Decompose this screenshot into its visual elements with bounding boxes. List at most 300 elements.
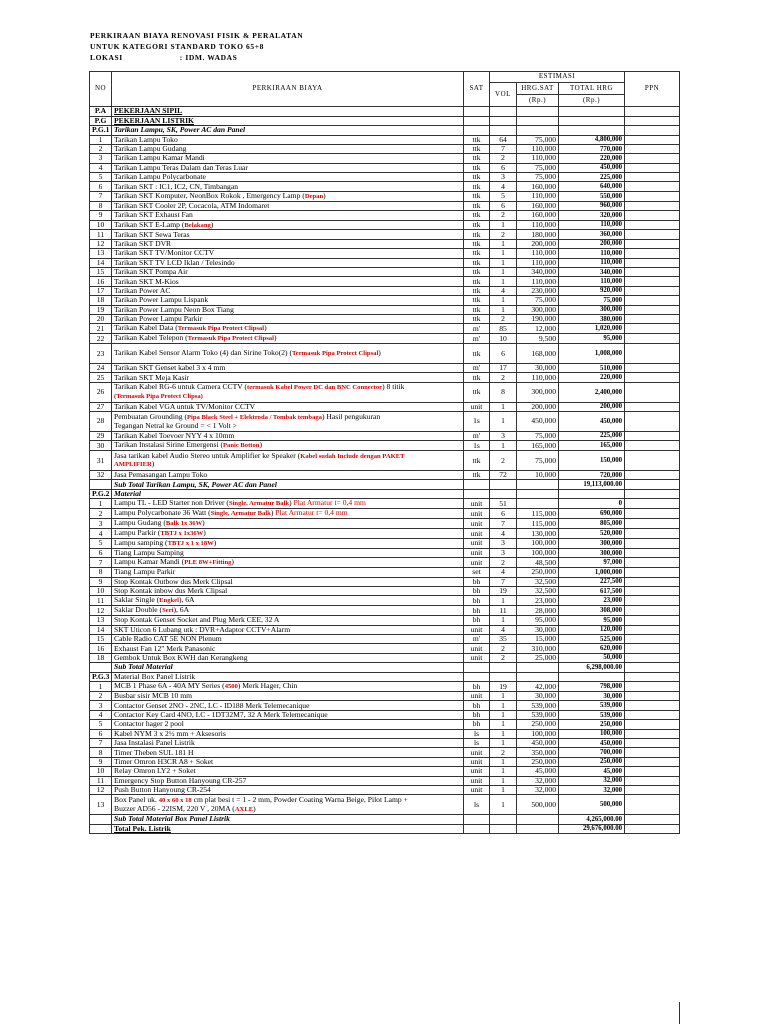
desc-note-red: Termasuk Pipa Protect Clipsal: [292, 350, 379, 358]
item-total: 0: [559, 499, 625, 509]
col-hrg-sat-unit: (Rp.): [517, 95, 559, 107]
desc-note-red: Termasuk Pipa Protect Clipsal: [177, 325, 265, 333]
item-no: 11: [90, 776, 112, 785]
desc-text: Tarikan SKT TV/Monitor CCTV: [114, 248, 215, 258]
item-unit: unit: [464, 653, 490, 662]
item-description: [112, 344, 464, 364]
item-total: 300,000: [559, 548, 625, 557]
item-no: 11: [90, 596, 112, 606]
desc-text: Tarikan Lampu Polycarbonate: [114, 172, 206, 182]
item-description: [112, 220, 464, 230]
item-no: 6: [90, 182, 112, 191]
item-unit-price: 75,000: [517, 163, 559, 172]
item-description: [112, 767, 464, 776]
item-ppn: [625, 268, 680, 277]
item-unit: 1s: [464, 411, 490, 431]
desc-text: Saklar Double (: [114, 605, 163, 615]
desc-note-red: Seri: [162, 607, 174, 615]
item-unit-price: 15,000: [517, 635, 559, 644]
item-unit-price: 110,000: [517, 258, 559, 267]
item-ppn: [625, 644, 680, 653]
item-unit: m': [464, 364, 490, 373]
desc-text: Stop Kontak Genset Socket and Plug Merk CEE, 32 A: [114, 615, 280, 625]
item-ppn: [625, 757, 680, 766]
desc-text-after: ): [203, 528, 206, 538]
item-description: [112, 334, 464, 344]
item-volume: 2: [490, 451, 517, 471]
table-row: [90, 720, 680, 729]
desc-note-red: Kabel sudah Include dengan PAKET: [300, 452, 405, 460]
item-description: [112, 739, 464, 748]
item-unit-price: 9,500: [517, 334, 559, 344]
item-ppn: [625, 548, 680, 557]
item-no: 22: [90, 334, 112, 344]
desc-text: Tarikan SKT Exhaust Fan: [114, 210, 193, 220]
desc-text: Lampu samping (: [114, 538, 168, 547]
item-unit: unit: [464, 767, 490, 776]
item-description: [112, 558, 464, 568]
desc-text: Tiang Lampu Samping: [114, 548, 184, 558]
doc-title-line2: UNTUK KATEGORI STANDARD TOKO 65+8: [90, 42, 264, 51]
desc-text-after: ): [264, 323, 267, 333]
item-description: [112, 324, 464, 334]
item-no: 32: [90, 470, 112, 479]
item-unit-price: 75,000: [517, 135, 559, 144]
col-no: NO: [90, 72, 112, 107]
col-sat: SAT: [464, 72, 490, 107]
item-unit: ttk: [464, 211, 490, 220]
item-description: [112, 653, 464, 662]
item-ppn: [625, 173, 680, 182]
item-unit-price: 500,000: [517, 795, 559, 815]
item-volume: 2: [490, 644, 517, 653]
item-ppn: [625, 499, 680, 509]
item-unit-price: 340,000: [517, 268, 559, 277]
item-unit-price: 180,000: [517, 230, 559, 239]
item-unit-price: 95,000: [517, 616, 559, 625]
item-total: 620,000: [559, 644, 625, 653]
item-ppn: [625, 538, 680, 548]
item-unit-price: 230,000: [517, 286, 559, 295]
item-no: 10: [90, 586, 112, 595]
item-no: 15: [90, 268, 112, 277]
item-ppn: [625, 258, 680, 267]
item-no: 4: [90, 163, 112, 172]
item-ppn: [625, 682, 680, 692]
table-row: [90, 182, 680, 191]
item-unit-price: 32,500: [517, 577, 559, 586]
desc-note-red: Single, Armatur Balk: [210, 510, 271, 518]
item-ppn: [625, 710, 680, 719]
table-row: [90, 191, 680, 201]
item-description: [112, 548, 464, 557]
item-unit-price: 110,000: [517, 220, 559, 230]
item-description: [112, 230, 464, 239]
item-unit-price: 100,000: [517, 538, 559, 548]
item-total: 45,000: [559, 767, 625, 776]
subtotal-row-pg3: [90, 815, 680, 825]
item-no: 3: [90, 519, 112, 529]
item-ppn: [625, 776, 680, 785]
col-total-hrg-unit: (Rp.): [559, 95, 625, 107]
item-unit-price: 310,000: [517, 644, 559, 653]
item-no: 23: [90, 344, 112, 364]
item-description: [112, 451, 464, 471]
item-volume: 2: [490, 211, 517, 220]
item-total: 32,000: [559, 786, 625, 795]
item-total: 805,000: [559, 519, 625, 529]
table-row: [90, 795, 680, 815]
item-ppn: [625, 616, 680, 625]
item-unit-price: 168,000: [517, 344, 559, 364]
item-description: [112, 382, 464, 402]
desc-text: Tarikan SKT Pompa Air: [114, 267, 188, 277]
item-unit-price: 250,000: [517, 720, 559, 729]
item-no: 7: [90, 739, 112, 748]
item-total: 450,000: [559, 739, 625, 748]
item-unit-price: 160,000: [517, 182, 559, 191]
item-ppn: [625, 163, 680, 172]
item-unit: ttk: [464, 135, 490, 144]
item-no: 18: [90, 296, 112, 305]
item-no: 2: [90, 692, 112, 701]
item-volume: 19: [490, 682, 517, 692]
item-no: 24: [90, 364, 112, 373]
item-unit-price: 75,000: [517, 451, 559, 471]
item-volume: 1: [490, 795, 517, 815]
item-unit: unit: [464, 757, 490, 766]
desc-note-red: TBTJ x 1 x 18W: [167, 539, 214, 547]
item-volume: 1: [490, 776, 517, 785]
item-no: 16: [90, 644, 112, 653]
item-no: 4: [90, 529, 112, 539]
item-unit: unit: [464, 748, 490, 757]
item-volume: 1: [490, 305, 517, 314]
item-unit: ttk: [464, 382, 490, 402]
item-volume: 1: [490, 739, 517, 748]
item-total: 225,000: [559, 431, 625, 440]
item-unit-price: 200,000: [517, 239, 559, 248]
item-total: 960,000: [559, 201, 625, 210]
desc-note-red: 4500: [224, 683, 238, 691]
item-total: 200,000: [559, 239, 625, 248]
table-row: [90, 692, 680, 701]
desc-text-after: ): [202, 518, 205, 528]
item-volume: 11: [490, 606, 517, 616]
desc-text-line2: Buzzer AD56 - 22ISM, 220 V , 20MA (: [114, 803, 235, 813]
item-volume: 1: [490, 220, 517, 230]
item-total: 300,000: [559, 305, 625, 314]
item-description: [112, 373, 464, 382]
col-vol: VOL: [490, 83, 517, 107]
desc-note-red: Single, Armatur Balk: [228, 500, 290, 508]
item-ppn: [625, 470, 680, 479]
item-no: 11: [90, 230, 112, 239]
table-row: [90, 286, 680, 295]
item-description: [112, 577, 464, 586]
item-no: 26: [90, 382, 112, 402]
item-description: [112, 173, 464, 182]
table-row: [90, 163, 680, 172]
item-ppn: [625, 314, 680, 323]
item-unit: ttk: [464, 182, 490, 191]
item-no: 27: [90, 402, 112, 411]
grand-total-value: 29,676,000.00: [559, 824, 625, 834]
table-row: [90, 606, 680, 616]
item-volume: 6: [490, 509, 517, 519]
item-description: [112, 441, 464, 451]
desc-note-red: 40 x 60 x 18: [158, 796, 192, 804]
desc-note-red: Engkel: [159, 597, 179, 605]
desc-text-after: ) 8 titik: [382, 382, 405, 392]
item-description: [112, 249, 464, 258]
item-ppn: [625, 701, 680, 710]
desc-text: Lampu Polycarbonate 36 Watt (: [114, 508, 211, 518]
item-volume: 6: [490, 344, 517, 364]
item-unit-price: 350,000: [517, 748, 559, 757]
item-total: 920,000: [559, 286, 625, 295]
desc-text: Gembok Untuk Box KWH dan Kerangkeng: [114, 653, 248, 662]
item-ppn: [625, 558, 680, 568]
item-no: 1: [90, 499, 112, 509]
item-unit: unit: [464, 499, 490, 509]
item-unit-price: 28,000: [517, 606, 559, 616]
item-unit: ttk: [464, 239, 490, 248]
item-description: [112, 786, 464, 795]
item-unit: unit: [464, 519, 490, 529]
item-total: 30,000: [559, 692, 625, 701]
item-unit-price: 32,000: [517, 786, 559, 795]
item-unit-price: 110,000: [517, 249, 559, 258]
item-description: [112, 163, 464, 172]
table-row: [90, 239, 680, 248]
item-unit: bh: [464, 596, 490, 606]
item-no: 12: [90, 606, 112, 616]
table-row: [90, 344, 680, 364]
item-description: [112, 314, 464, 323]
desc-text-after-line2: ): [253, 803, 256, 813]
item-unit-price: 165,000: [517, 441, 559, 451]
desc-text: Tarikan SKT Meja Kasir: [114, 372, 190, 382]
item-total: 225,000: [559, 173, 625, 182]
section-row-pg: [90, 116, 680, 126]
item-volume: 64: [490, 135, 517, 144]
item-volume: 7: [490, 144, 517, 153]
table-row: [90, 529, 680, 539]
item-description: [112, 431, 464, 440]
item-unit: ttk: [464, 163, 490, 172]
item-unit-price: 100,000: [517, 729, 559, 738]
section-name: PEKERJAAN LISTRIK: [112, 116, 464, 126]
item-unit-price: 110,000: [517, 144, 559, 153]
desc-text: Exhaust Fan 12" Merk Panasonic: [114, 643, 216, 653]
table-row: [90, 635, 680, 644]
desc-text: Tarikan SKT E-Lamp (: [114, 220, 185, 229]
item-no: 6: [90, 548, 112, 557]
desc-text: Lampu TL - LED Starter non Driver (: [114, 498, 229, 508]
desc-text: Tarikan SKT TV LCD Iklan / Telesindo: [114, 258, 235, 267]
item-ppn: [625, 748, 680, 757]
desc-text: Tarikan Kabel RG-6 untuk Camera CCTV (: [114, 382, 248, 392]
item-unit: bh: [464, 586, 490, 595]
item-total: 100,000: [559, 729, 625, 738]
item-unit: unit: [464, 558, 490, 568]
item-unit-price: 30,000: [517, 625, 559, 634]
item-no: 18: [90, 653, 112, 662]
table-row: [90, 144, 680, 153]
table-row: [90, 509, 680, 519]
table-row: [90, 154, 680, 163]
desc-note-red: Depan: [304, 192, 324, 200]
item-no: 7: [90, 558, 112, 568]
desc-text: Timer Omron H3CR A8 + Soket: [114, 757, 214, 767]
table-row: [90, 701, 680, 710]
item-ppn: [625, 182, 680, 191]
item-unit: ttk: [464, 286, 490, 295]
item-volume: 1: [490, 757, 517, 766]
table-row: [90, 258, 680, 267]
table-row: [90, 364, 680, 373]
item-ppn: [625, 596, 680, 606]
item-total: 360,000: [559, 230, 625, 239]
item-description: [112, 720, 464, 729]
item-no: 30: [90, 441, 112, 451]
header-row-1: [90, 72, 680, 83]
item-unit-price: 75,000: [517, 173, 559, 182]
item-unit-price: 30,000: [517, 692, 559, 701]
item-unit-price: 250,000: [517, 757, 559, 766]
item-description: [112, 795, 464, 815]
item-description: [112, 701, 464, 710]
item-unit: ttk: [464, 201, 490, 210]
item-unit: ttk: [464, 470, 490, 479]
item-description: [112, 286, 464, 295]
item-total: 1,000,000: [559, 568, 625, 577]
item-no: 10: [90, 767, 112, 776]
desc-text-after: ): [259, 440, 262, 450]
desc-text: Tarikan Power Lampu Lispank: [114, 295, 209, 305]
item-unit-price: 110,000: [517, 154, 559, 163]
item-ppn: [625, 720, 680, 729]
item-ppn: [625, 277, 680, 286]
item-total: 770,000: [559, 144, 625, 153]
item-unit: m': [464, 324, 490, 334]
table-row: [90, 431, 680, 440]
item-volume: 1: [490, 596, 517, 606]
item-no: 2: [90, 144, 112, 153]
item-volume: 1: [490, 296, 517, 305]
section-name: Material Box Panel Listrik: [112, 672, 464, 682]
item-ppn: [625, 135, 680, 144]
section-row-pg1: [90, 126, 680, 136]
item-ppn: [625, 364, 680, 373]
desc-text: Busbar sisir MCB 10 mm: [114, 691, 193, 701]
item-total: 120,000: [559, 625, 625, 634]
item-unit: bh: [464, 616, 490, 625]
item-description: [112, 644, 464, 653]
item-description: [112, 616, 464, 625]
desc-text: Tarikan Kabel Telepon (: [114, 333, 188, 343]
table-row: [90, 786, 680, 795]
desc-text-after: ) Hasil pengukuran: [321, 411, 381, 421]
desc-text: Tarikan SKT DVR: [114, 239, 172, 249]
section-row-pa: [90, 107, 680, 117]
item-no: 20: [90, 314, 112, 323]
item-volume: 2: [490, 230, 517, 239]
item-volume: 8: [490, 382, 517, 402]
desc-note-red: Pipa Black Steel + Elektroda / Tombak tembaga: [186, 413, 322, 421]
item-description: [112, 277, 464, 286]
item-volume: 7: [490, 577, 517, 586]
item-ppn: [625, 606, 680, 616]
item-unit-price: 110,000: [517, 373, 559, 382]
location-label: LOKASI: [90, 53, 123, 62]
desc-text: Tarikan Kabel Toevoer NYY 4 x 10mm: [114, 431, 235, 440]
subtotal-value: 19,113,000.00: [559, 480, 625, 490]
table-row: [90, 586, 680, 595]
item-total: 220,000: [559, 154, 625, 163]
item-ppn: [625, 509, 680, 519]
item-volume: 1: [490, 239, 517, 248]
item-description: [112, 729, 464, 738]
item-no: 5: [90, 173, 112, 182]
item-no: 8: [90, 568, 112, 577]
item-unit: ls: [464, 729, 490, 738]
table-body: [90, 107, 680, 834]
item-total: 1,020,000: [559, 324, 625, 334]
item-total: 50,000: [559, 653, 625, 662]
item-volume: 1: [490, 767, 517, 776]
section-code: P.G.2: [90, 489, 112, 499]
item-total: 700,000: [559, 748, 625, 757]
desc-text-after: ): [270, 508, 276, 518]
desc-text: Timer Theben SUL 181 H: [114, 747, 194, 757]
subtotal-row-pg1: [90, 480, 680, 490]
desc-text: Jasa tarikan kabel Audio Stereo untuk Amplifier ke Speaker (: [114, 450, 301, 460]
table-row: [90, 441, 680, 451]
item-unit: ttk: [464, 268, 490, 277]
item-volume: 1: [490, 710, 517, 719]
grand-total-row: [90, 824, 680, 834]
item-volume: 3: [490, 431, 517, 440]
desc-text: Tarikan SKT M-Kios: [114, 276, 179, 286]
item-description: [112, 748, 464, 757]
desc-text: Stop Kontak Outbow dus Merk Clipsal: [114, 577, 233, 586]
table-row: [90, 314, 680, 323]
item-total: 300,000: [559, 538, 625, 548]
table-row: [90, 558, 680, 568]
item-unit: bh: [464, 710, 490, 719]
col-hrg-sat: HRG.SAT: [517, 83, 559, 95]
subtotal-label: Sub Total Tarikan Lampu, SK, Power AC dan Panel: [112, 480, 464, 490]
item-volume: 1: [490, 258, 517, 267]
item-ppn: [625, 519, 680, 529]
item-ppn: [625, 305, 680, 314]
table-row: [90, 173, 680, 182]
grand-total-label: Total Pek. Listrik: [112, 824, 464, 834]
item-unit-price: 200,000: [517, 402, 559, 411]
item-unit: ttk: [464, 173, 490, 182]
item-ppn: [625, 568, 680, 577]
desc-text-after: ) Merk Hager, Chin: [237, 681, 298, 691]
section-name: PEKERJAAN SIPIL: [112, 107, 464, 117]
item-ppn: [625, 382, 680, 402]
item-unit-price: 32,500: [517, 586, 559, 595]
item-volume: 1: [490, 616, 517, 625]
desc-text-after: ): [210, 220, 214, 229]
desc-text-after-line2: ): [151, 459, 155, 469]
desc-note-red: Belakang: [184, 221, 211, 229]
